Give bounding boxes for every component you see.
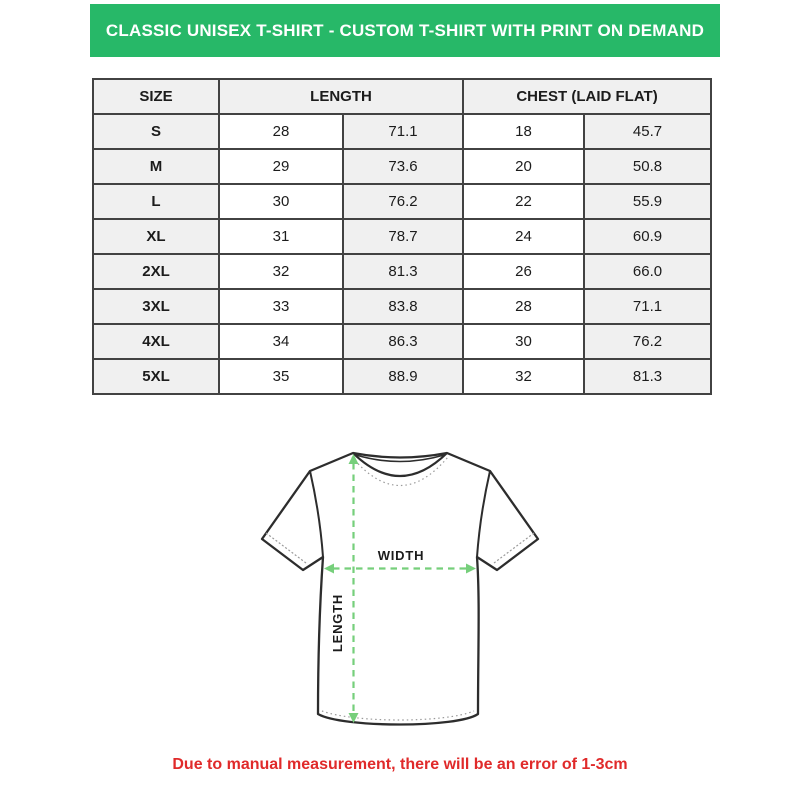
length-in-cell: 35: [219, 359, 343, 394]
table-row: [93, 254, 711, 289]
size-cell: XL: [93, 219, 219, 254]
chest-cm-cell: 60.9: [584, 219, 711, 254]
length-in-cell: 31: [219, 219, 343, 254]
length-cm-cell: 76.2: [343, 184, 463, 219]
tshirt-measurement-diagram: [248, 438, 552, 744]
length-cm-cell: 86.3: [343, 324, 463, 359]
width-label: WIDTH: [377, 548, 425, 563]
table-row: [93, 359, 711, 394]
chest-in-cell: 26: [463, 254, 584, 289]
length-cm-cell: 83.8: [343, 289, 463, 324]
chest-in-cell: 20: [463, 149, 584, 184]
length-in-cell: 29: [219, 149, 343, 184]
size-cell: S: [93, 114, 219, 149]
length-cm-cell: 73.6: [343, 149, 463, 184]
table-row: [93, 114, 711, 149]
chest-cm-cell: 50.8: [584, 149, 711, 184]
size-cell: 5XL: [93, 359, 219, 394]
chest-cm-cell: 71.1: [584, 289, 711, 324]
size-cell: L: [93, 184, 219, 219]
table-row: [93, 219, 711, 254]
length-in-cell: 30: [219, 184, 343, 219]
table-row: [93, 324, 711, 359]
chest-cm-cell: 45.7: [584, 114, 711, 149]
length-in-cell: 32: [219, 254, 343, 289]
column-header-size: SIZE: [93, 79, 219, 114]
size-cell: 4XL: [93, 324, 219, 359]
chest-cm-cell: 55.9: [584, 184, 711, 219]
column-header-length: LENGTH: [219, 79, 463, 114]
title-banner: [90, 4, 720, 57]
chest-in-cell: 22: [463, 184, 584, 219]
length-cm-cell: 78.7: [343, 219, 463, 254]
length-cm-cell: 88.9: [343, 359, 463, 394]
chest-in-cell: 30: [463, 324, 584, 359]
length-in-cell: 28: [219, 114, 343, 149]
measurement-disclaimer: Due to manual measurement, there will be an error of 1-3cm: [172, 756, 628, 773]
table-row: [93, 184, 711, 219]
tshirt-outline: [262, 453, 538, 725]
page-title: CLASSIC UNISEX T-SHIRT - CUSTOM T-SHIRT WITH PRINT ON DEMAND: [105, 20, 705, 40]
table-header-row: [93, 79, 711, 114]
length-cm-cell: 71.1: [343, 114, 463, 149]
length-in-cell: 34: [219, 324, 343, 359]
column-header-chest: CHEST (LAID FLAT): [463, 79, 711, 114]
chest-cm-cell: 81.3: [584, 359, 711, 394]
size-table: [92, 78, 712, 395]
size-cell: 3XL: [93, 289, 219, 324]
chest-in-cell: 32: [463, 359, 584, 394]
chest-cm-cell: 76.2: [584, 324, 711, 359]
chest-in-cell: 24: [463, 219, 584, 254]
chest-in-cell: 28: [463, 289, 584, 324]
length-cm-cell: 81.3: [343, 254, 463, 289]
chest-cm-cell: 66.0: [584, 254, 711, 289]
size-cell: M: [93, 149, 219, 184]
table-row: [93, 149, 711, 184]
length-label: LENGTH: [330, 593, 345, 653]
size-table-container: [92, 78, 710, 395]
length-in-cell: 33: [219, 289, 343, 324]
chest-in-cell: 18: [463, 114, 584, 149]
size-cell: 2XL: [93, 254, 219, 289]
table-row: [93, 289, 711, 324]
